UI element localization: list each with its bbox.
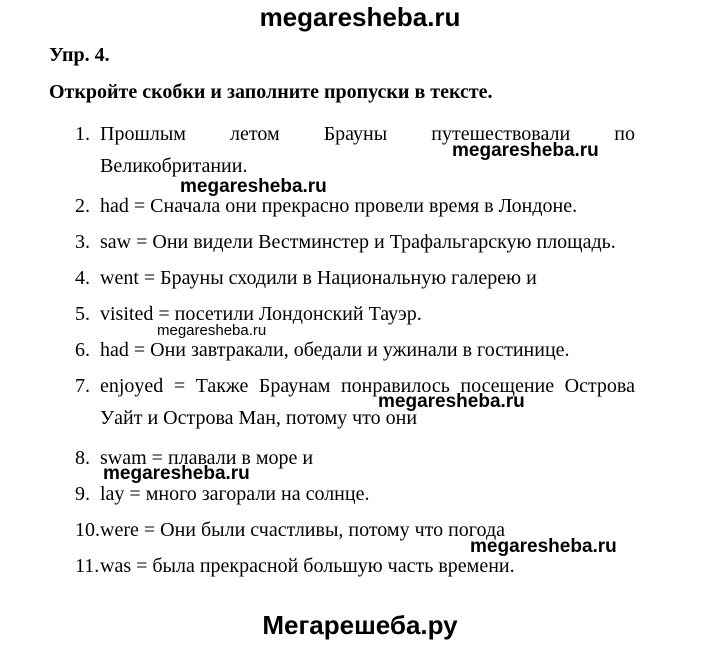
watermark: megaresheba.ru: [452, 140, 599, 161]
list-item: [75, 372, 635, 432]
item-text: Прошлым летом Брауны путешествовали по: [100, 123, 635, 145]
item-text-continued: Уайт и Острова Ман, потому что они: [100, 407, 418, 429]
watermark: megaresheba.ru: [180, 176, 327, 197]
item-number: 7.: [75, 375, 90, 397]
item-text: swam = плавали в море и: [100, 447, 314, 469]
exercise-instruction: Откройте скобки и заполните пропуски в тексте.: [49, 81, 493, 103]
item-number: 1.: [75, 123, 90, 145]
item-number: 6.: [75, 339, 90, 361]
watermark: megaresheba.ru: [103, 463, 250, 484]
item-text-continued: Великобритании.: [100, 155, 248, 177]
item-number: 11.: [75, 555, 100, 577]
item-number: 5.: [75, 303, 90, 325]
item-number: 4.: [75, 267, 90, 289]
site-footer: Мегарешеба.ру: [262, 610, 458, 640]
item-text: lay = много загорали на солнце.: [100, 483, 370, 505]
item-text: saw = Они видели Вестминстер и Трафальгарскую площадь.: [100, 231, 616, 253]
item-number: 8.: [75, 447, 90, 469]
item-text: went = Брауны сходили в Национальную галерею и: [100, 267, 537, 289]
item-text: visited = посетили Лондонский Тауэр.: [100, 303, 422, 325]
item-text: were = Они были счастливы, потому что погода: [100, 519, 505, 541]
item-number: 9.: [75, 483, 90, 505]
item-text: was = была прекрасной большую часть времени.: [100, 555, 515, 577]
item-text: had = Они завтракали, обедали и ужинали в гостинице.: [100, 339, 570, 361]
exercise-title: Упр. 4.: [49, 44, 110, 66]
item-text: had = Сначала они прекрасно провели время в Лондоне.: [100, 195, 578, 217]
watermark: megaresheba.ru: [157, 322, 267, 339]
item-number: 3.: [75, 231, 90, 253]
site-header: megaresheba.ru: [259, 2, 461, 32]
watermark: megaresheba.ru: [470, 536, 617, 557]
watermark: megaresheba.ru: [378, 391, 525, 412]
item-text: enjoyed = Также Браунам понравилось посещение Острова: [100, 375, 635, 397]
item-number: 10.: [75, 519, 100, 541]
item-number: 2.: [75, 195, 90, 217]
